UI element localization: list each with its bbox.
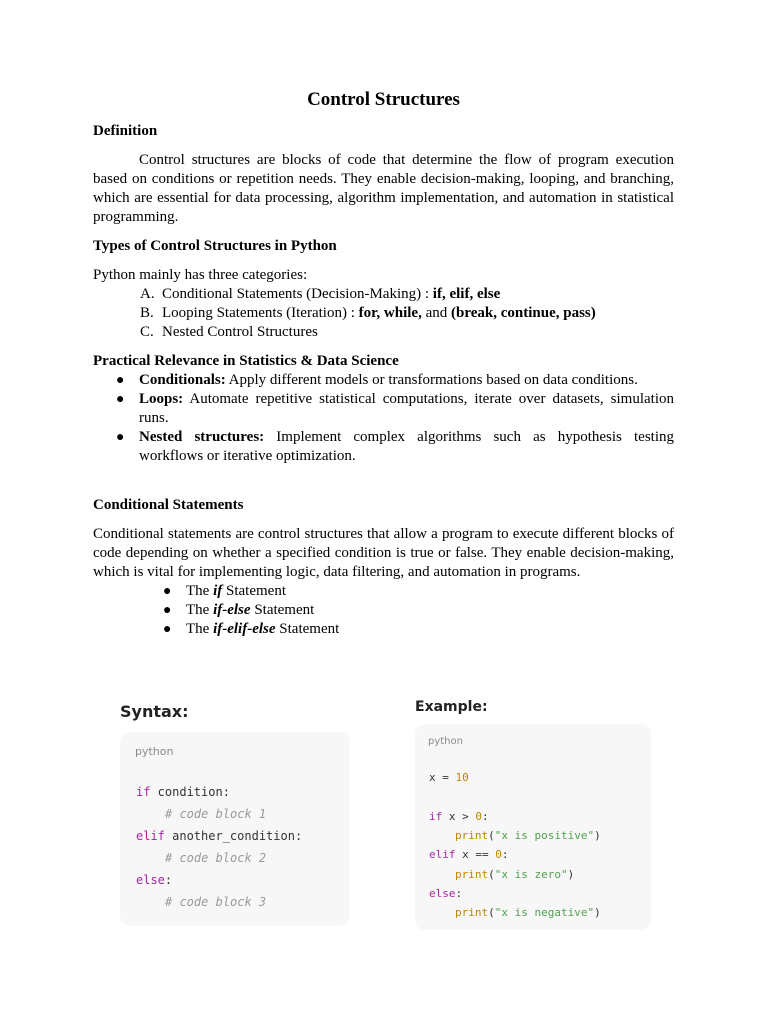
list-item [140, 304, 674, 323]
list-item-text: Conditional Statements (Decision-Making) : [162, 286, 430, 302]
list-item-text: Automate repetitive statistical computations, iterate over datasets, simulation runs. [139, 391, 674, 426]
bullet-icon: ● [116, 430, 125, 445]
code-line: else: [429, 887, 463, 900]
code-line: if x > 0: [429, 810, 489, 823]
conditional-heading: Conditional Statements [93, 497, 244, 513]
syntax-heading: Syntax: [120, 702, 189, 721]
list-item-text: Apply different models or transformations based on data conditions. [228, 372, 638, 388]
list-item-text: The [186, 583, 210, 599]
list-item-text: Implement complex algorithms such as hypothesis testing workflows or iterative optimization. [139, 429, 675, 464]
definition-heading: Definition [93, 123, 158, 139]
bullet-icon: ● [163, 603, 172, 618]
code-line: # code block 3 [165, 895, 267, 909]
code-line: x = 10 [429, 771, 469, 784]
list-item-text: Statement [226, 583, 286, 599]
code-line: if condition: [136, 785, 230, 799]
code-line: # code block 1 [165, 807, 267, 821]
list-item-label: Loops: [139, 391, 184, 407]
bullet-icon: ● [163, 622, 172, 637]
list-item-text: The [186, 621, 210, 637]
list-item-conjunction: and [425, 305, 448, 321]
list-item-keyword: if-else [213, 602, 251, 618]
list-item-text: The [186, 602, 210, 618]
types-intro: Python mainly has three categories: [93, 267, 308, 283]
list-marker: B. [140, 305, 154, 321]
list-item [163, 620, 674, 639]
types-heading: Types of Control Structures in Python [93, 238, 337, 254]
definition-paragraph: Control structures are blocks of code that determine the flow of program execution based on conditions or repetition needs. They enable decision-making, looping, and branching, which are essential for data processing, algorithm implementation, and automation in statistical programming. [93, 152, 674, 225]
list-item-text: Statement [254, 602, 315, 618]
code-line: print("x is negative") [455, 906, 601, 919]
relevance-list [93, 371, 674, 466]
code-line: else: [136, 873, 173, 887]
syntax-code-block [120, 732, 350, 926]
types-list [93, 285, 674, 342]
page-title: Control Structures [307, 89, 460, 110]
bullet-icon: ● [116, 373, 125, 388]
conditional-list [93, 582, 674, 639]
relevance-heading: Practical Relevance in Statistics & Data Science [93, 353, 399, 369]
list-item [140, 323, 674, 342]
document-page [93, 88, 674, 639]
list-item-keywords-2: (break, continue, pass) [451, 305, 596, 321]
list-item [116, 390, 674, 428]
list-item-text: Statement [279, 621, 340, 637]
list-item-keyword: if-elif-else [213, 621, 276, 637]
code-language-label: python [135, 745, 174, 758]
list-item-text: Nested Control Structures [162, 324, 318, 340]
list-item-keyword: if [213, 583, 223, 599]
list-item-label: Conditionals: [139, 372, 226, 388]
code-line: print("x is positive") [455, 829, 601, 842]
list-item-label: Nested structures: [139, 429, 265, 445]
conditional-paragraph: Conditional statements are control structures that allow a program to execute different blocks of code depending on whether a specified condition is true or false. They enable decision-making, which is vital for implementing logic, data filtering, and automation in programs. [93, 526, 674, 580]
list-item-keywords: for, while, [358, 305, 422, 321]
list-item [140, 285, 674, 304]
list-item [116, 371, 674, 390]
code-line: elif another_condition: [136, 829, 303, 843]
bullet-icon: ● [163, 584, 172, 599]
list-marker: C. [140, 324, 154, 340]
list-item [163, 601, 674, 620]
code-line: print("x is zero") [455, 868, 575, 881]
list-marker: A. [140, 286, 155, 302]
list-item [163, 582, 674, 601]
example-heading: Example: [415, 699, 488, 715]
code-line: elif x == 0: [429, 848, 509, 861]
list-item [116, 428, 675, 466]
code-language-label: python [428, 736, 463, 747]
example-code-block [415, 724, 651, 930]
list-item-keywords: if, elif, else [432, 286, 501, 302]
list-item-text: Looping Statements (Iteration) : [162, 305, 355, 321]
code-line: # code block 2 [165, 851, 267, 865]
bullet-icon: ● [116, 392, 125, 407]
